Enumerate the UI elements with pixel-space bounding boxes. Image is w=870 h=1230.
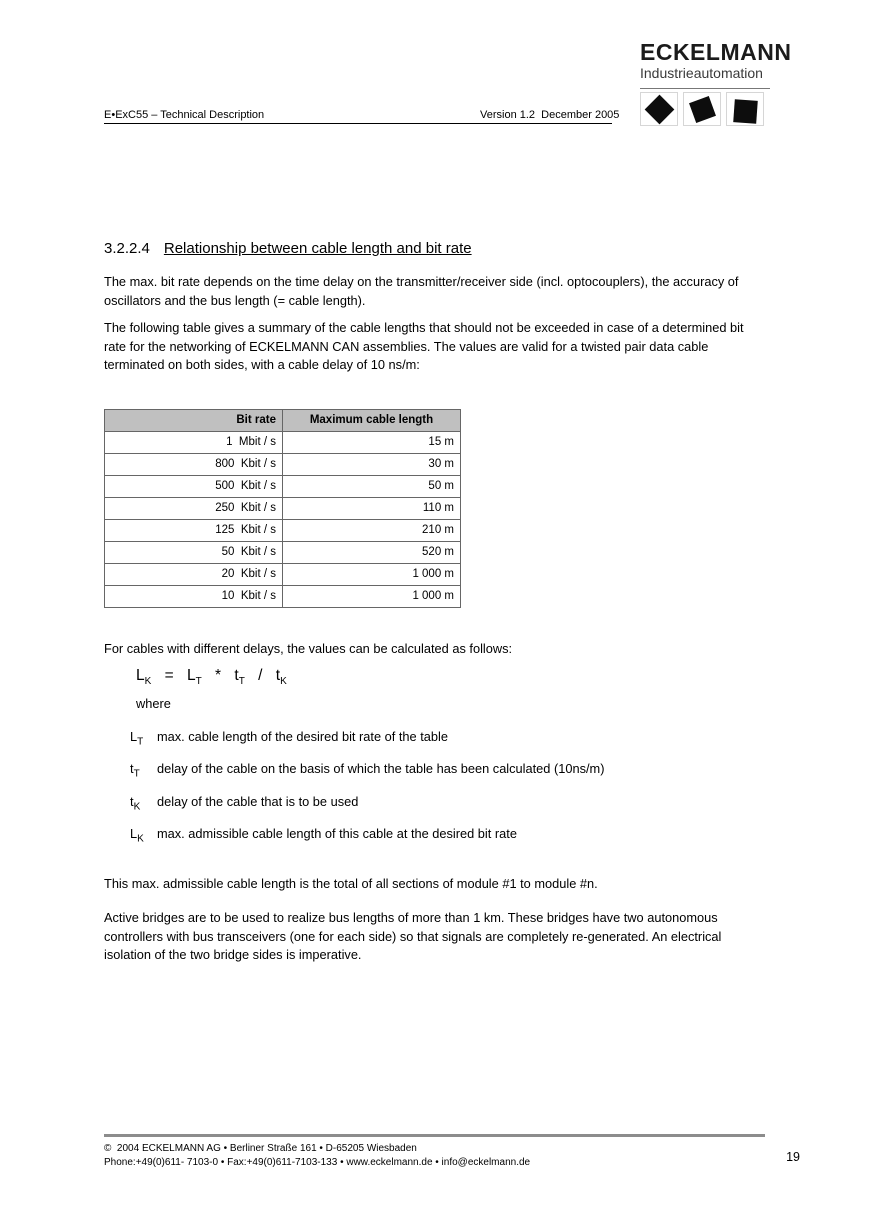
cable-length-cell: 520 m	[283, 541, 461, 563]
table-row	[105, 541, 461, 563]
logo-square-icon	[726, 92, 764, 126]
header-document-title: E•ExC55 – Technical Description	[104, 109, 265, 121]
definition-text: delay of the cable that is to be used	[157, 793, 359, 809]
definition-text: max. cable length of the desired bit rate of the table	[157, 728, 448, 744]
cable-length-cell: 1 000 m	[283, 563, 461, 585]
column-header-max-cable-length: Maximum cable length	[283, 409, 461, 431]
table-row	[105, 475, 461, 497]
section-heading	[104, 240, 766, 257]
page-number: 19	[786, 1150, 800, 1164]
bitrate-cell: 20 Kbit / s	[105, 563, 283, 585]
table-row	[105, 497, 461, 519]
bitrate-cell: 125 Kbit / s	[105, 519, 283, 541]
bitrate-cell: 1 Mbit / s	[105, 431, 283, 453]
paragraph-formula-intro: For cables with different delays, the values can be calculated as follows:	[104, 640, 513, 656]
footer-divider	[104, 1134, 765, 1137]
definition-symbol: $t_T$	[130, 761, 140, 780]
section-number: 3.2.2.4	[104, 240, 150, 257]
cable-length-cell: 1 000 m	[283, 585, 461, 607]
definition-text: delay of the cable on the basis of which the table has been calculated (10ns/m)	[157, 761, 605, 777]
definition-symbol: $L_T$	[130, 728, 144, 748]
where-label: where	[136, 696, 171, 712]
definition-symbol: $t_K$	[130, 793, 141, 813]
formula-term1: $L_T$	[186, 667, 202, 688]
section-title: Relationship between cable length and bit rate	[163, 240, 472, 257]
table-header-row	[105, 409, 461, 431]
table-row	[105, 453, 461, 475]
formula-equals: =	[164, 667, 174, 684]
header-version-date: Version 1.2 December 2005	[480, 109, 620, 121]
bitrate-cell: 250 Kbit / s	[105, 497, 283, 519]
bitrate-cell: 500 Kbit / s	[105, 475, 283, 497]
logo-brand-text: ECKELMANN	[640, 39, 792, 65]
formula-term2: $t_T$	[234, 667, 245, 688]
definition-row	[130, 820, 766, 853]
logo-diamond-icon	[683, 92, 721, 126]
cable-length-cell: 110 m	[283, 497, 461, 519]
header-divider	[104, 123, 612, 124]
table-row	[105, 519, 461, 541]
bitrate-cable-length-table	[104, 409, 461, 608]
paragraph-active-bridges: Active bridges are to be used to realize bus lengths of more than 1 km. These bridges have two autonomous controllers with bus transceivers (one for each side) so that signals are completely re-generated. An electrical isolation of the two bridge sides is imperative.	[104, 910, 722, 963]
formula-divide: /	[258, 667, 263, 684]
cable-length-cell: 15 m	[283, 431, 461, 453]
definition-row	[130, 755, 766, 788]
definition-symbol: $L_K$	[130, 826, 144, 845]
logo-marks	[640, 88, 770, 126]
document-content	[104, 240, 766, 974]
footer-contact-info: Phone:+49(0)611- 7103-0 • Fax:+49(0)611-7103-133 • www.eckelmann.de • info@eckelmann.de	[104, 1157, 531, 1168]
symbol-definitions	[130, 723, 766, 853]
paragraph-table-intro: The following table gives a summary of the cable lengths that should not be exceeded in case of a determined bit rate for the networking of ECKELMANN CAN assemblies. The values are valid for a twisted pair data cable terminated on both sides, with a cable delay of 10 ns/m:	[104, 320, 744, 372]
column-header-bitrate: Bit rate	[105, 409, 283, 431]
formula-multiply: *	[215, 667, 222, 684]
bitrate-cell: 10 Kbit / s	[105, 585, 283, 607]
definition-row	[130, 788, 766, 821]
logo-tagline-text: Industrieautomation	[640, 65, 763, 81]
definition-row	[130, 723, 766, 756]
table-row	[105, 563, 461, 585]
bitrate-cell: 50 Kbit / s	[105, 541, 283, 563]
definition-text: max. admissible cable length of this cable at the desired bit rate	[157, 826, 517, 842]
table-row	[105, 431, 461, 453]
cable-length-cell: 210 m	[283, 519, 461, 541]
cable-length-cell: 50 m	[283, 475, 461, 497]
paragraph-total-length: This max. admissible cable length is the total of all sections of module #1 to module #n.	[104, 875, 598, 891]
paragraph-bitrate-dependency: The max. bit rate depends on the time delay on the transmitter/receiver side (incl. optocouplers), the accuracy of oscillators and the bus length (= cable length).	[104, 274, 739, 308]
table-row	[105, 585, 461, 607]
bitrate-cell: 800 Kbit / s	[105, 453, 283, 475]
logo-diamond-icon	[640, 92, 678, 126]
formula-term3: $t_K$	[275, 667, 287, 688]
cable-length-cell: 30 m	[283, 453, 461, 475]
footer-company-address: © 2004 ECKELMANN AG • Berliner Straße 161 • D-65205 Wiesbaden	[104, 1143, 417, 1154]
formula-lhs: $L_K$	[136, 667, 152, 688]
eckelmann-logo	[640, 39, 792, 126]
cable-length-formula	[136, 667, 766, 687]
